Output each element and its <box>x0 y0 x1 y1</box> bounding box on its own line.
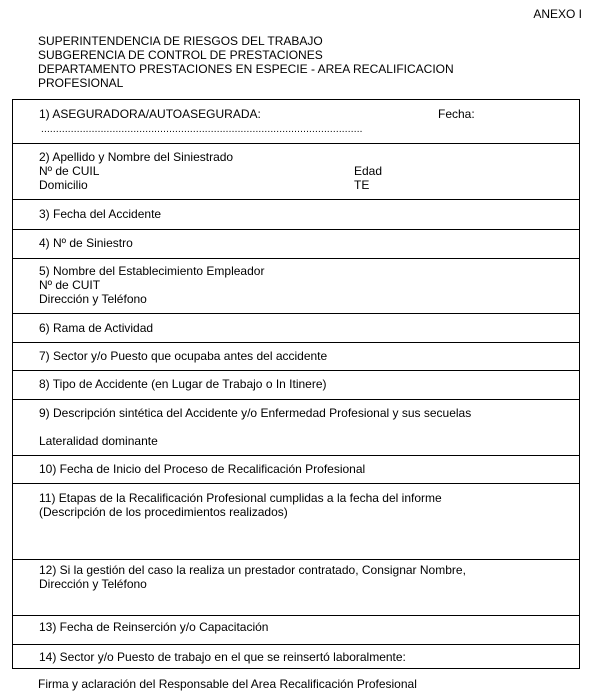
section-2 <box>13 144 579 200</box>
insurer-fill-line: ............................................................................................................ <box>41 124 363 135</box>
age-label: Edad <box>354 164 383 178</box>
stages-completed-label: 11) Etapas de la Recalificación Profesional cumplidas a la fecha del informe <box>39 491 442 505</box>
address-label: Domicilio <box>39 178 88 192</box>
header-line-3: DEPARTAMENTO PRESTACIONES EN ESPECIE - AREA RECALIFICACION <box>38 62 454 76</box>
provider-address-label: Dirección y Teléfono <box>39 577 147 591</box>
section-13 <box>13 616 579 645</box>
header-line-2: SUBGERENCIA DE CONTROL DE PRESTACIONES <box>38 48 323 62</box>
activity-branch-label: 6) Rama de Actividad <box>39 321 154 335</box>
prior-position-label: 7) Sector y/o Puesto que ocupaba antes del accidente <box>39 349 328 363</box>
date-label: Fecha: <box>438 107 475 121</box>
process-start-date-label: 10) Fecha de Inicio del Proceso de Recalificación Profesional <box>39 462 366 476</box>
employer-address-label: Dirección y Teléfono <box>39 292 147 306</box>
phone-label: TE <box>354 178 370 192</box>
injured-name-label: 2) Apellido y Nombre del Siniestrado <box>39 150 234 164</box>
contracted-provider-label: 12) Si la gestión del caso la realiza un prestador contratado, Consignar Nombre, <box>39 563 466 577</box>
procedures-description-label: (Descripción de los procedimientos realizados) <box>39 505 288 519</box>
annex-label: ANEXO I <box>533 7 582 21</box>
signature-footer: Firma y aclaración del Responsable del Area Recalificación Profesional <box>38 677 417 691</box>
reinsertion-date-label: 13) Fecha de Reinserción y/o Capacitación <box>39 620 269 634</box>
employer-name-label: 5) Nombre del Establecimiento Empleador <box>39 264 265 278</box>
section-6 <box>13 314 579 343</box>
header-line-4: PROFESIONAL <box>38 76 124 90</box>
form-frame <box>12 99 580 669</box>
claim-number-label: 4) Nº de Siniestro <box>39 236 133 250</box>
section-11 <box>13 484 579 560</box>
cuit-label: Nº de CUIT <box>39 278 101 292</box>
insurer-label: 1) ASEGURADORA/AUTOASEGURADA: <box>39 107 261 121</box>
section-14 <box>13 645 579 670</box>
section-9 <box>13 400 579 456</box>
section-8 <box>13 371 579 400</box>
section-12 <box>13 560 579 616</box>
accident-type-label: 8) Tipo de Accidente (en Lugar de Trabajo o In Itinere) <box>39 377 327 391</box>
section-3 <box>13 200 579 230</box>
section-4 <box>13 230 579 259</box>
accident-date-label: 3) Fecha del Accidente <box>39 207 162 221</box>
section-5 <box>13 259 579 314</box>
laterality-label: Lateralidad dominante <box>39 434 158 448</box>
section-10 <box>13 456 579 484</box>
accident-description-label: 9) Descripción sintética del Accidente y/o Enfermedad Profesional y sus secuelas <box>39 406 472 420</box>
cuil-label: Nº de CUIL <box>39 164 100 178</box>
document-header <box>38 34 454 90</box>
reinsertion-position-label: 14) Sector y/o Puesto de trabajo en el que se reinsertó laboralmente: <box>39 650 406 664</box>
header-line-1: SUPERINTENDENCIA DE RIESGOS DEL TRABAJO <box>38 34 323 48</box>
section-7 <box>13 343 579 371</box>
section-1 <box>13 100 579 144</box>
